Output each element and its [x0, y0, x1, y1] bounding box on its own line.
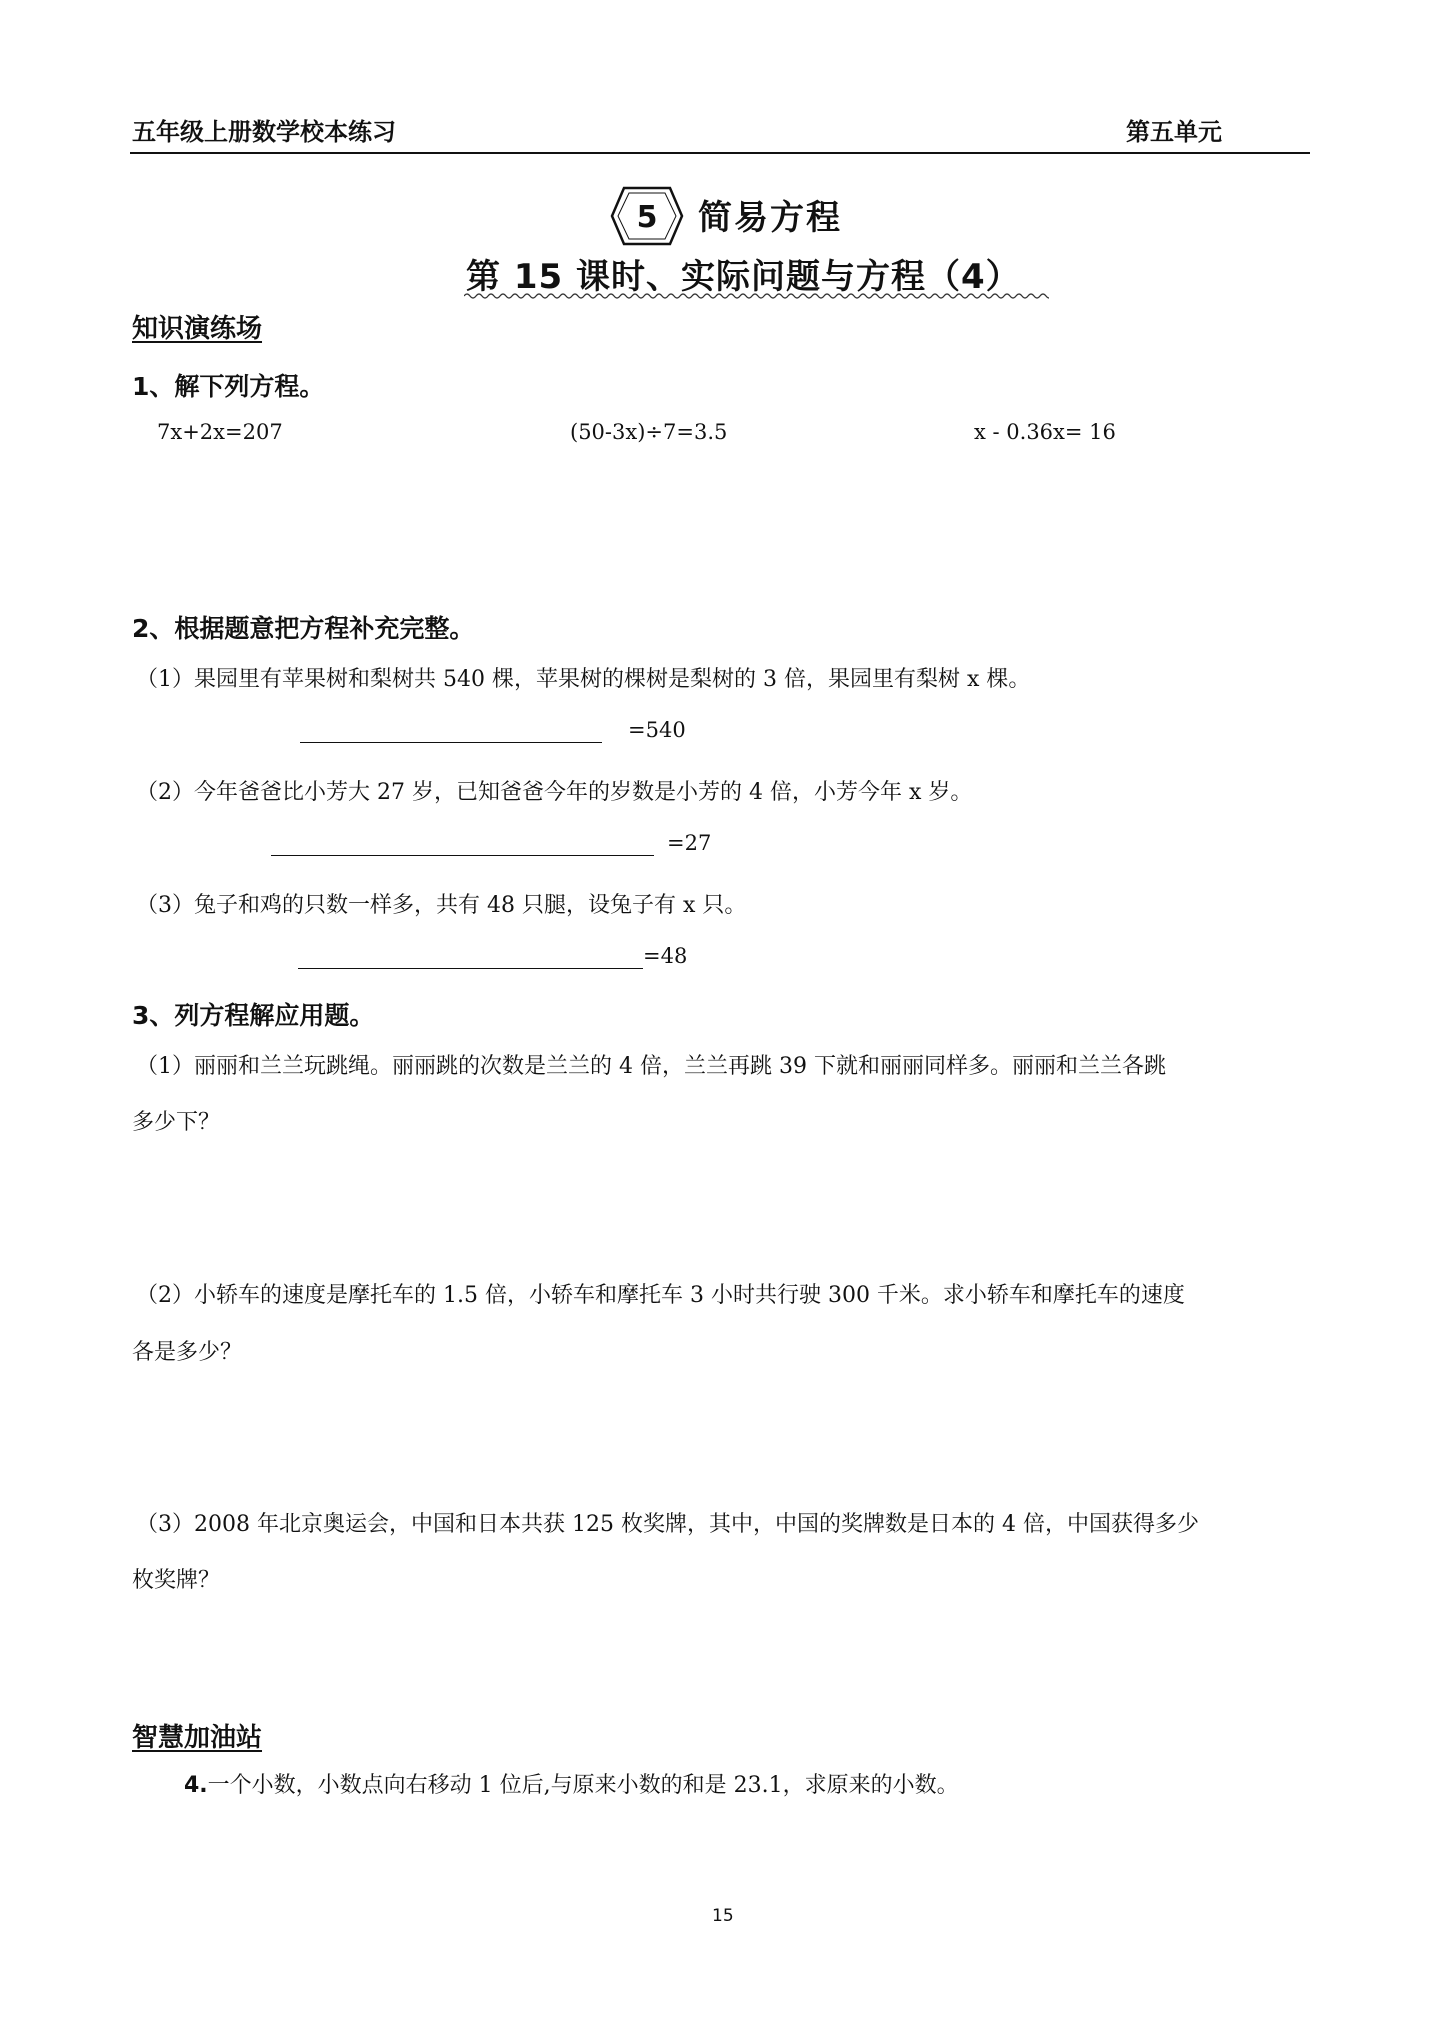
question-2-3-text: （3）兔子和鸡的只数一样多，共有 48 只腿，设兔子有 x 只。	[136, 893, 747, 918]
question-1-heading: 1、解下列方程。	[132, 372, 325, 401]
header-divider	[130, 152, 1310, 154]
chapter-number: 5	[636, 200, 658, 235]
question-3-2-line1: （2）小轿车的速度是摩托车的 1.5 倍，小轿车和摩托车 3 小时共行驶 300 千米。求小轿车和摩托车的速度	[136, 1283, 1185, 1308]
question-3-2-line2: 各是多少？	[132, 1340, 243, 1365]
answer-blank-2-2[interactable]	[271, 855, 654, 856]
question-4-number: 4.	[184, 1773, 208, 1798]
question-3-1-line2: 多少下？	[132, 1110, 221, 1135]
answer-blank-2-3[interactable]	[298, 968, 643, 969]
question-2-1-rhs: =540	[628, 718, 686, 742]
question-2-heading: 2、根据题意把方程补充完整。	[132, 614, 475, 643]
header-left-title: 五年级上册数学校本练习	[132, 118, 396, 146]
question-2-2-rhs: =27	[667, 831, 712, 855]
answer-blank-2-1[interactable]	[300, 742, 602, 743]
chapter-title: 简易方程	[698, 198, 842, 238]
lesson-title: 第 15 课时、实际问题与方程（4）	[466, 257, 1021, 297]
equation-3: x - 0.36x= 16	[974, 420, 1116, 444]
question-4-body: 一个小数，小数点向右移动 1 位后,与原来小数的和是 23.1，求原来的小数。	[207, 1773, 959, 1798]
question-2-1-text: （1）果园里有苹果树和梨树共 540 棵，苹果树的棵树是梨树的 3 倍，果园里有梨树 x 棵。	[136, 667, 1031, 692]
section-title-practice: 知识演练场	[132, 314, 263, 344]
chapter-badge-icon	[610, 186, 684, 246]
question-3-heading: 3、列方程解应用题。	[132, 1001, 375, 1030]
question-3-3-line1: （3）2008 年北京奥运会，中国和日本共获 125 枚奖牌，其中，中国的奖牌数是日本的 4 倍，中国获得多少	[136, 1512, 1199, 1537]
question-2-2-text: （2）今年爸爸比小芳大 27 岁，已知爸爸今年的岁数是小芳的 4 倍，小芳今年 x 岁。	[136, 780, 973, 805]
question-4-text	[184, 1768, 959, 1799]
question-2-3-rhs: =48	[643, 944, 688, 968]
wavy-underline	[464, 292, 1049, 300]
page-number: 15	[712, 1906, 734, 1926]
equation-1: 7x+2x=207	[157, 420, 283, 444]
equation-2: (50-3x)÷7=3.5	[570, 420, 728, 444]
question-3-3-line2: 枚奖牌？	[132, 1568, 221, 1593]
header-right-unit: 第五单元	[1126, 118, 1222, 146]
section-title-challenge: 智慧加油站	[132, 1723, 263, 1753]
question-3-1-line1: （1）丽丽和兰兰玩跳绳。丽丽跳的次数是兰兰的 4 倍，兰兰再跳 39 下就和丽丽同样多。丽丽和兰兰各跳	[136, 1054, 1166, 1079]
